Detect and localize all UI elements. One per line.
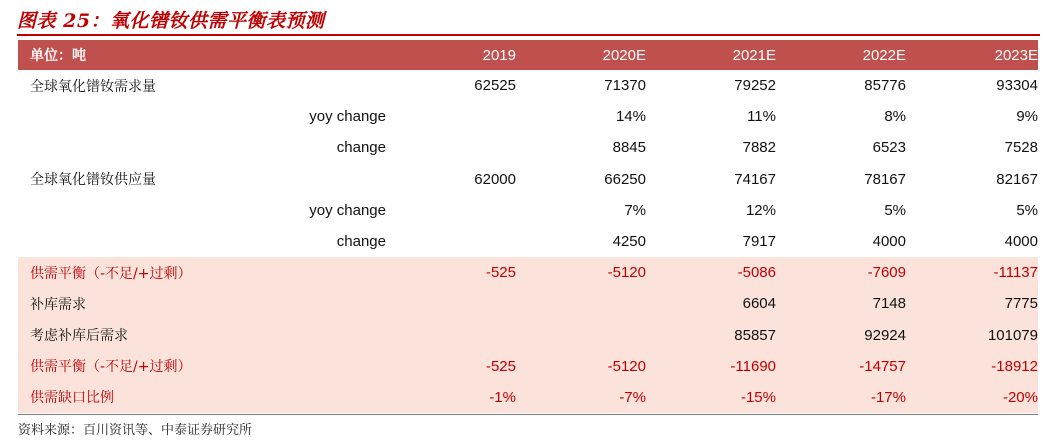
cell: 93304 bbox=[996, 77, 1038, 95]
cell: 7882 bbox=[742, 139, 776, 157]
table-row bbox=[18, 288, 1038, 319]
cell: 6523 bbox=[872, 139, 906, 157]
cell bbox=[386, 101, 516, 132]
table-row bbox=[18, 164, 1038, 195]
cell: -5086 bbox=[646, 257, 776, 288]
cell: 7917 bbox=[742, 233, 776, 251]
row-label: 供需缺口比例 bbox=[18, 382, 196, 413]
cell: -20% bbox=[906, 382, 1038, 413]
row-label bbox=[18, 195, 196, 226]
col-header-2021e: 2021E bbox=[646, 40, 776, 70]
cell: -18912 bbox=[906, 351, 1038, 382]
row-label: 供需平衡（-不足/+过剩） bbox=[18, 351, 196, 382]
cell: -5120 bbox=[516, 257, 646, 288]
cell: 7% bbox=[624, 201, 646, 219]
source-note: 资料来源：百川资讯等、中泰证券研究所 bbox=[18, 423, 253, 438]
cell: 4000 bbox=[1004, 233, 1038, 251]
table-row-gap-ratio bbox=[18, 382, 1038, 413]
table-row bbox=[18, 320, 1038, 351]
table-bottom-divider bbox=[18, 414, 1038, 415]
cell bbox=[386, 320, 516, 351]
cell: 74167 bbox=[734, 170, 776, 188]
cell bbox=[386, 288, 516, 319]
table-header-row bbox=[18, 40, 1038, 70]
cell: 14% bbox=[615, 108, 646, 126]
cell: -1% bbox=[386, 382, 516, 413]
cell bbox=[386, 132, 516, 163]
cell: 82167 bbox=[996, 170, 1038, 188]
cell: 62000 bbox=[474, 170, 516, 188]
cell: 12% bbox=[745, 201, 776, 219]
row-sublabel bbox=[196, 70, 386, 101]
table-row-balance bbox=[18, 257, 1038, 288]
row-sublabel bbox=[196, 351, 386, 382]
cell: -14757 bbox=[776, 351, 906, 382]
cell: 78167 bbox=[864, 170, 906, 188]
supply-demand-table bbox=[18, 40, 1038, 413]
row-label: 全球氧化镨钕供应量 bbox=[30, 172, 156, 189]
title-divider bbox=[17, 34, 1040, 36]
table-row bbox=[18, 195, 1038, 226]
row-sublabel: change bbox=[336, 139, 386, 157]
cell: 85776 bbox=[864, 77, 906, 95]
row-sublabel bbox=[196, 382, 386, 413]
cell: 85857 bbox=[646, 320, 776, 351]
cell: 66250 bbox=[604, 170, 646, 188]
figure-title: 图表 25：氧化镨钕供需平衡表预测 bbox=[17, 10, 325, 32]
cell: -11137 bbox=[906, 257, 1038, 288]
cell: 4000 bbox=[872, 233, 906, 251]
cell: 5% bbox=[1016, 201, 1038, 219]
row-sublabel: yoy change bbox=[309, 201, 386, 219]
cell: 7528 bbox=[1004, 139, 1038, 157]
table-row bbox=[18, 101, 1038, 132]
cell bbox=[516, 320, 646, 351]
col-header-2019: 2019 bbox=[386, 40, 516, 70]
cell: 62525 bbox=[474, 77, 516, 95]
cell: -525 bbox=[386, 257, 516, 288]
cell: 7775 bbox=[906, 288, 1038, 319]
col-header-2022e: 2022E bbox=[776, 40, 906, 70]
table-row-balance bbox=[18, 351, 1038, 382]
row-sublabel bbox=[196, 257, 386, 288]
cell: 7148 bbox=[776, 288, 906, 319]
row-label: 考虑补库后需求 bbox=[18, 320, 196, 351]
row-label: 供需平衡（-不足/+过剩） bbox=[18, 257, 196, 288]
row-label: 全球氧化镨钕需求量 bbox=[30, 78, 156, 95]
row-sublabel bbox=[196, 320, 386, 351]
cell: 9% bbox=[1016, 108, 1038, 126]
table-row bbox=[18, 132, 1038, 163]
cell: 6604 bbox=[646, 288, 776, 319]
cell: 4250 bbox=[612, 233, 646, 251]
cell: -525 bbox=[386, 351, 516, 382]
row-label: 补库需求 bbox=[18, 288, 196, 319]
cell: -5120 bbox=[516, 351, 646, 382]
cell bbox=[386, 226, 516, 257]
cell: -15% bbox=[646, 382, 776, 413]
cell: -7% bbox=[516, 382, 646, 413]
cell: 11% bbox=[747, 108, 776, 126]
cell: 79252 bbox=[734, 77, 776, 95]
row-label bbox=[18, 226, 196, 257]
row-sublabel: yoy change bbox=[309, 108, 386, 126]
row-sublabel bbox=[196, 288, 386, 319]
cell bbox=[516, 288, 646, 319]
cell: -17% bbox=[776, 382, 906, 413]
unit-label: 单位：吨 bbox=[18, 40, 196, 70]
cell: 101079 bbox=[906, 320, 1038, 351]
header-spacer bbox=[196, 40, 386, 70]
row-label bbox=[18, 101, 196, 132]
table-row bbox=[18, 226, 1038, 257]
cell: -7609 bbox=[776, 257, 906, 288]
cell: -11690 bbox=[646, 351, 776, 382]
cell: 8% bbox=[884, 108, 906, 126]
cell: 92924 bbox=[776, 320, 906, 351]
col-header-2020e: 2020E bbox=[516, 40, 646, 70]
row-sublabel bbox=[196, 164, 386, 195]
cell: 5% bbox=[884, 201, 906, 219]
row-label bbox=[18, 132, 196, 163]
col-header-2023e: 2023E bbox=[906, 40, 1038, 70]
table-row bbox=[18, 70, 1038, 101]
cell: 71370 bbox=[604, 77, 646, 95]
cell bbox=[386, 195, 516, 226]
cell: 8845 bbox=[612, 139, 646, 157]
row-sublabel: change bbox=[336, 233, 386, 251]
